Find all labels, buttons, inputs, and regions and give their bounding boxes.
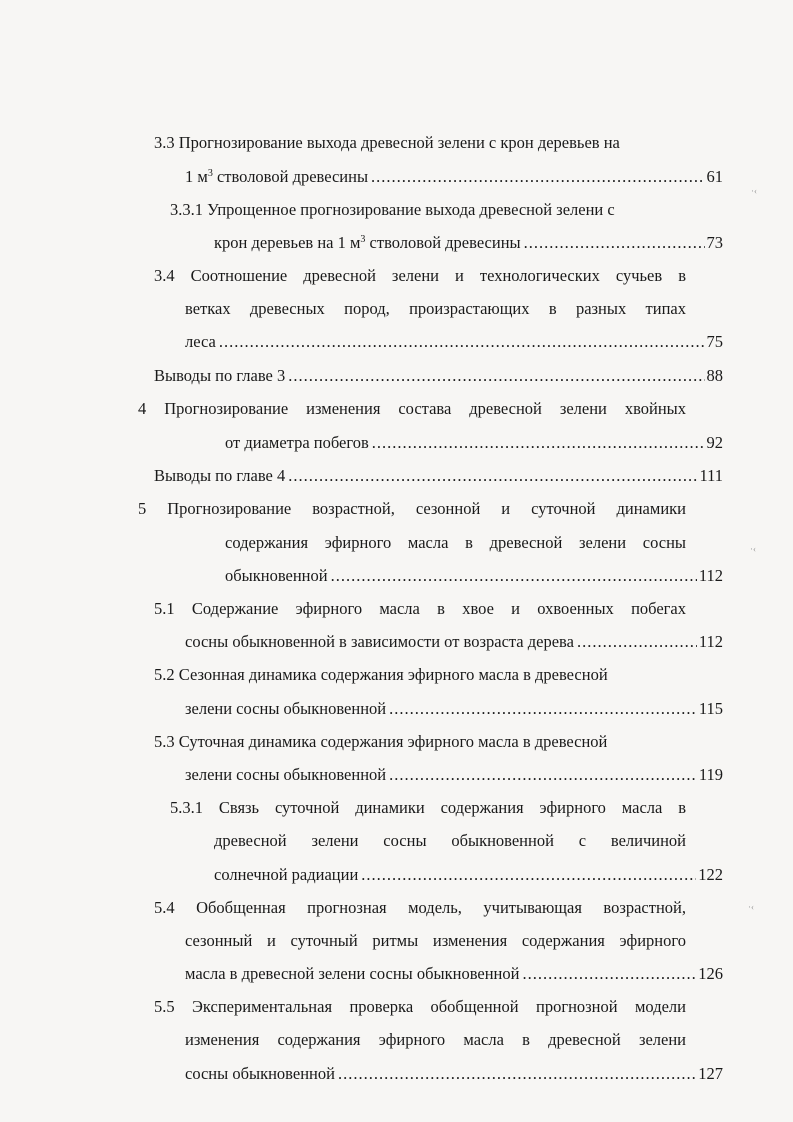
dot-leader [524, 232, 705, 254]
toc-entry-5-1-line-1: 5.1 Содержание эфирного масла в хвое и охвоенных побегах [154, 599, 686, 618]
toc-entry-3-3-1-superscript: 3 [360, 234, 366, 245]
toc-entry-3-4-text: леса [185, 332, 216, 351]
toc-entry-5-1-page: 112 [698, 632, 723, 651]
toc-entry-4-line-2 [225, 432, 723, 454]
toc-entry-4-line-1: 4 Прогнозирование изменения состава древесной зелени хвойных [138, 399, 686, 418]
toc-entry-5-4-line-2: сезонный и суточный ритмы изменения содержания эфирного [185, 931, 686, 950]
dot-leader [389, 698, 697, 720]
toc-entry-3-3-line-1: 3.3 Прогнозирование выхода древесной зелени с крон деревьев на [154, 133, 620, 152]
toc-entry-5-3-line-2 [185, 764, 723, 786]
toc-entry-5-3-page: 119 [698, 765, 723, 784]
toc-entry-5-3-1-page: 122 [698, 865, 723, 884]
toc-entry-5-5-text: сосны обыкновенной [185, 1064, 335, 1083]
toc-entry-4-page: 92 [706, 433, 723, 452]
toc-entry-5-3-line-1: 5.3 Суточная динамика содержания эфирного масла в древесной [154, 732, 608, 751]
scan-speck: ·‹ [750, 544, 756, 554]
toc-entry-conclusions-4-page: 111 [699, 466, 723, 485]
toc-entry-5-2-text: зелени сосны обыкновенной [185, 699, 387, 718]
dot-leader [288, 465, 697, 487]
toc-entry-3-3-1-line-2 [214, 232, 723, 254]
toc-entry-5-3-text: зелени сосны обыкновенной [185, 765, 387, 784]
toc-entry-5-3-1-line-2: древесной зелени сосны обыкновенной с величиной [214, 831, 686, 850]
toc-entry-5-5-line-3 [185, 1063, 723, 1085]
toc-entry-5-line-2: содержания эфирного масла в древесной зелени сосны [225, 533, 686, 552]
toc-entry-conclusions-3-page: 88 [706, 366, 723, 385]
toc-entry-4-text: от диаметра побегов [225, 433, 369, 452]
toc-entry-5-1-line-2 [185, 631, 723, 653]
dot-leader [219, 331, 705, 353]
dot-leader [361, 864, 696, 886]
toc-entry-conclusions-4-text: Выводы по главе 4 [154, 466, 286, 485]
toc-entry-5-4-line-1: 5.4 Обобщенная прогнозная модель, учитывающая возрастной, [154, 898, 686, 917]
toc-entry-3-4-page: 75 [706, 332, 723, 351]
toc-entry-5-4-line-3 [185, 963, 723, 985]
toc-entry-conclusions-3-text: Выводы по главе 3 [154, 366, 286, 385]
toc-entry-5-page: 112 [698, 566, 723, 585]
toc-entry-5-5-line-2: изменения содержания эфирного масла в древесной зелени [185, 1030, 686, 1049]
toc-entry-5-2-line-2 [185, 698, 723, 720]
dot-leader [288, 365, 704, 387]
toc-entry-5-5-page: 127 [698, 1064, 723, 1083]
dot-leader [331, 565, 697, 587]
toc-entry-5-text: обыкновенной [225, 566, 328, 585]
toc-entry-5-4-page: 126 [698, 964, 723, 983]
toc-entry-3-3-line-2 [185, 166, 723, 188]
toc-entry-3-3-superscript: 3 [207, 168, 213, 179]
toc-entry-5-1-text: сосны обыкновенной в зависимости от возраста дерева [185, 632, 574, 651]
scan-speck: ·‹ [748, 902, 754, 912]
toc-entry-3-3-1-page: 73 [706, 233, 723, 252]
dot-leader [522, 963, 696, 985]
toc-entry-5-line-1: 5 Прогнозирование возрастной, сезонной и суточной динамики [138, 499, 686, 518]
toc-entry-conclusions-4 [154, 465, 723, 487]
toc-entry-5-3-1-line-3 [214, 864, 723, 886]
toc-entry-5-4-text: масла в древесной зелени сосны обыкновенной [185, 964, 520, 983]
dot-leader [389, 764, 697, 786]
toc-entry-5-3-1-text: солнечной радиации [214, 865, 359, 884]
toc-entry-3-4-line-2: ветках древесных пород, произрастающих в разных типах [185, 299, 686, 318]
toc-entry-3-3-unit: 1 м [185, 167, 208, 186]
toc-entry-5-line-3 [225, 565, 723, 587]
dot-leader [338, 1063, 696, 1085]
toc-entry-conclusions-3 [154, 365, 723, 387]
toc-entry-3-3-1-text-b: стволовой древесины [365, 233, 521, 252]
toc-entry-5-2-page: 115 [698, 699, 723, 718]
toc-entry-3-3-1-text-a: крон деревьев на 1 м [214, 233, 361, 252]
scan-speck: ·‹ [751, 186, 757, 196]
toc-entry-3-3-1-line-1: 3.3.1 Упрощенное прогнозирование выхода древесной зелени с [170, 200, 615, 219]
dot-leader [577, 631, 697, 653]
toc-entry-5-5-line-1: 5.5 Экспериментальная проверка обобщенной прогнозной модели [154, 997, 686, 1016]
toc-entry-5-3-1-line-1: 5.3.1 Связь суточной динамики содержания эфирного масла в [170, 798, 686, 817]
toc-entry-3-4-line-1: 3.4 Соотношение древесной зелени и технологических сучьев в [154, 266, 686, 285]
dot-leader [372, 432, 705, 454]
dot-leader [371, 166, 704, 188]
toc-entry-5-2-line-1: 5.2 Сезонная динамика содержания эфирного масла в древесной [154, 665, 608, 684]
toc-entry-3-3-text: стволовой древесины [212, 167, 369, 186]
toc-entry-3-4-line-3 [185, 331, 723, 353]
toc-entry-3-3-page: 61 [706, 167, 723, 186]
